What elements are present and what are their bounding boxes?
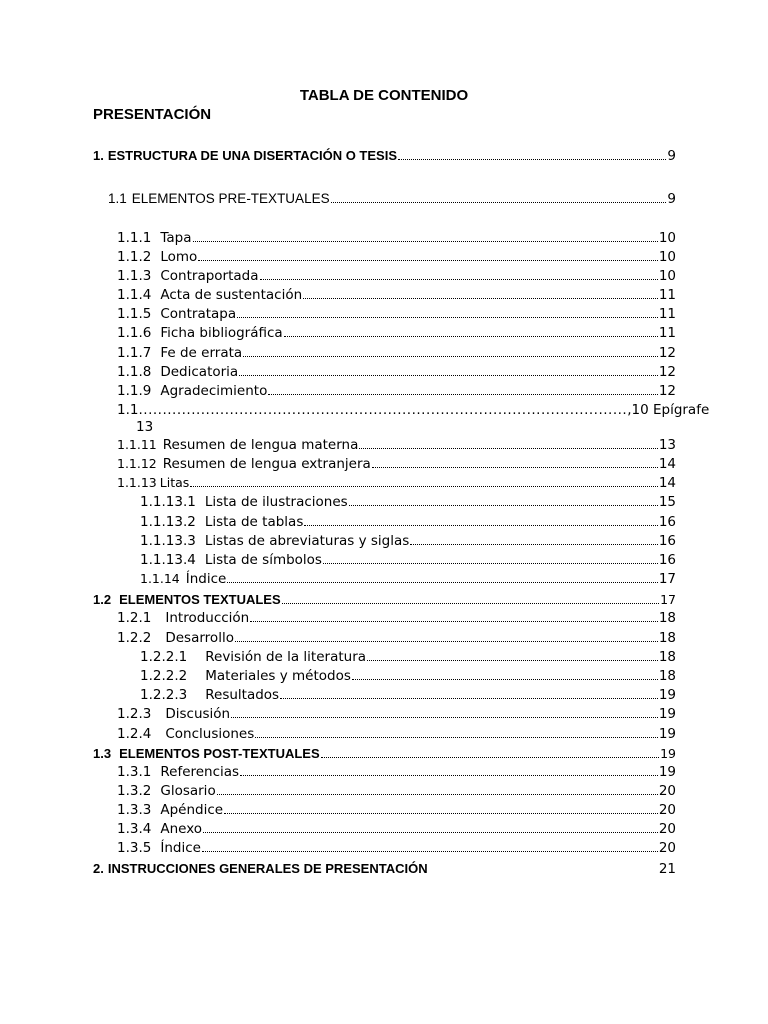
toc-entry-number: 1.1.4 — [117, 287, 152, 303]
toc-entry-page: 18 — [658, 610, 676, 626]
toc-entry-page: 16 — [658, 514, 676, 530]
toc-entry-1-1-8 — [117, 364, 676, 380]
toc-entry-1-2 — [93, 592, 676, 607]
toc-entry-page: 18 — [658, 668, 676, 684]
dot-leader — [243, 355, 658, 357]
dot-leader — [359, 447, 657, 449]
toc-entry-label: Materiales y métodos — [205, 668, 351, 684]
toc-entry-number: 1.2.1 — [117, 610, 152, 626]
toc-entry-label: ELEMENTOS PRE-TEXTUALES — [131, 191, 330, 206]
toc-entry-1-2-2 — [117, 630, 676, 646]
toc-entry-label: Anexo — [160, 821, 203, 837]
toc-entry-page: 11 — [658, 287, 676, 303]
toc-entry-label: Fe de errata — [160, 345, 243, 361]
dot-leader — [240, 774, 658, 776]
toc-entry-label: ELEMENTOS TEXTUALES — [119, 592, 281, 607]
toc-entry-number: 1.1 — [108, 191, 127, 206]
toc-entry-label: Contraportada — [160, 268, 259, 284]
toc-entry-number: 1. — [93, 148, 104, 163]
toc-entry-1-1-13 — [117, 475, 676, 491]
dot-leader — [235, 640, 658, 642]
toc-entry-1-1-4 — [117, 287, 676, 303]
toc-entry-page: 19 — [658, 706, 676, 722]
toc-entry-1-1-1 — [117, 230, 676, 246]
toc-entry-page: 19 — [658, 687, 676, 703]
toc-entry-1-3 — [93, 746, 676, 761]
toc-entry-1-2-2-3 — [140, 687, 676, 703]
toc-entry-number: 1.1.14 — [140, 571, 180, 586]
toc-entry-1-3-3 — [117, 802, 676, 818]
toc-entry-label: Lista de símbolos — [204, 552, 322, 568]
toc-entry-number: 1.1.6 — [117, 325, 152, 341]
toc-entry-number: 1.3 — [93, 746, 112, 761]
dot-leader — [250, 620, 658, 622]
dot-leader — [231, 716, 658, 718]
toc-entry-page: 12 — [658, 345, 676, 361]
toc-entry-page: 20 — [658, 802, 676, 818]
leader-blank — [429, 872, 658, 873]
toc-entry-number: 1.1.2 — [117, 249, 152, 265]
dot-leader — [193, 240, 658, 242]
dot-leader — [352, 678, 658, 680]
toc-entry-1-2-4 — [117, 726, 676, 742]
toc-entry-1-1-14 — [140, 571, 676, 587]
toc-entry-page: 13 — [136, 419, 154, 435]
toc-entry-label: Glosario — [160, 783, 216, 799]
dot-leader — [303, 297, 658, 299]
dot-leader — [372, 466, 658, 468]
toc-entry-label: Litas — [159, 475, 190, 490]
dot-leader — [304, 524, 657, 526]
toc-entry-number: 1.1.11 — [117, 437, 157, 452]
toc-entry-1-3-2 — [117, 783, 676, 799]
toc-entry-number: 1.1.13.1 — [140, 494, 196, 510]
toc-entry-1-1-7 — [117, 345, 676, 361]
dot-leader — [323, 562, 658, 564]
toc-entry-1-1-13-3 — [140, 533, 676, 549]
dot-leader — [227, 581, 657, 583]
toc-entry-1-1-2 — [117, 249, 676, 265]
dot-leader — [398, 158, 666, 160]
toc-entry-label: Lista de tablas — [204, 514, 304, 530]
toc-entry-number: 1.1.1 — [117, 230, 152, 246]
toc-entry-1-1-12 — [117, 456, 676, 472]
toc-entry-page: 10 — [658, 268, 676, 284]
toc-entry-number: 1.2.2.1 — [140, 649, 188, 665]
dot-leader — [239, 374, 658, 376]
toc-entry-label: Resultados — [205, 687, 280, 703]
toc-entry-number: 1.1.9 — [117, 383, 152, 399]
dot-leader — [190, 485, 658, 487]
toc-entry-page: 12 — [658, 364, 676, 380]
toc-entry-label: ESTRUCTURA DE UNA DISERTACIÓN O TESIS — [107, 148, 397, 163]
toc-entry-page: 21 — [658, 861, 676, 877]
toc-entry-number: 1.3.1 — [117, 764, 152, 780]
toc-entry-label: Contratapa — [160, 306, 237, 322]
toc-entry-number: 1.1.7 — [117, 345, 152, 361]
toc-entry-1-1-13-2 — [140, 514, 676, 530]
toc-entry-label: ELEMENTOS POST-TEXTUALES — [119, 746, 320, 761]
toc-entry-number: 1.1.13.3 — [140, 533, 196, 549]
toc-entry-1-2-2-2 — [140, 668, 676, 684]
dot-leader — [198, 259, 657, 261]
toc-entry-1-2-1 — [117, 610, 676, 626]
toc-entry-number: 1.1.13 — [117, 475, 157, 490]
toc-entry-label: Revisión de la literatura — [205, 649, 367, 665]
toc-entry-1-2-3 — [117, 706, 676, 722]
dot-leader — [255, 736, 658, 738]
toc-entry-number: 1.1.5 — [117, 306, 152, 322]
toc-entry-label: Referencias — [160, 764, 240, 780]
toc-entry-page: 14 — [658, 456, 676, 472]
dot-leader — [280, 697, 658, 699]
toc-entry-number: 1.2 — [93, 592, 112, 607]
toc-entry-1-3-5 — [117, 840, 676, 856]
document-title: TABLA DE CONTENIDO — [299, 87, 469, 104]
toc-entry-number: 1.1.13.2 — [140, 514, 196, 530]
toc-entry-label: Desarrollo — [165, 630, 234, 646]
toc-entry-label: INSTRUCCIONES GENERALES DE PRESENTACIÓN — [107, 861, 428, 876]
toc-entry-1-3-4 — [117, 821, 676, 837]
dot-leader — [217, 793, 658, 795]
toc-entry-number: 1.3.5 — [117, 840, 152, 856]
toc-entry-number: 1.2.2 — [117, 630, 152, 646]
toc-entry-page: 20 — [658, 821, 676, 837]
toc-entry-1-1-13-4 — [140, 552, 676, 568]
toc-entry-page: 16 — [658, 552, 676, 568]
dot-leader — [203, 831, 658, 833]
toc-entry-number: 1.1.12 — [117, 456, 157, 471]
toc-entry-label: Listas de abreviaturas y siglas — [204, 533, 410, 549]
toc-entry-label: Lomo — [160, 249, 198, 265]
toc-entry-page: 18 — [658, 649, 676, 665]
toc-entry-page: 9 — [667, 191, 676, 207]
toc-entry-number: 1.2.2.2 — [140, 668, 188, 684]
toc-entry-page: 12 — [658, 383, 676, 399]
dot-leader — [410, 543, 658, 545]
toc-entry-page: 15 — [658, 494, 676, 510]
toc-entry-page: 13 — [658, 437, 676, 453]
section-heading-presentacion: PRESENTACIÓN — [93, 106, 212, 123]
toc-entry-label: Dedicatoria — [160, 364, 239, 380]
dot-leader — [224, 812, 658, 814]
toc-entry-page: 18 — [658, 630, 676, 646]
toc-entry-page: 11 — [658, 306, 676, 322]
toc-entry-label: Tapa — [160, 230, 192, 246]
toc-entry-label: Ficha bibliográfica — [160, 325, 283, 341]
toc-entry-1-1 — [108, 191, 676, 207]
toc-entry-label: Apéndice — [160, 802, 224, 818]
toc-entry-number: 1.2.3 — [117, 706, 152, 722]
toc-entry-label: Discusión — [165, 706, 231, 722]
dot-leader — [260, 278, 658, 280]
toc-entry-page: 10 — [658, 230, 676, 246]
toc-entry-1-1-6 — [117, 325, 676, 341]
toc-entry-number: 1.3.2 — [117, 783, 152, 799]
toc-entry-page: 20 — [658, 783, 676, 799]
toc-entry-label: Introducción — [165, 610, 250, 626]
dot-leader — [282, 602, 659, 604]
toc-entry-page: 9 — [667, 148, 676, 164]
toc-entry-1-3-1 — [117, 764, 676, 780]
toc-entry-label: Resumen de lengua extranjera — [162, 456, 371, 472]
toc-entry-number: 1.1.8 — [117, 364, 152, 380]
toc-entry-page: 20 — [658, 840, 676, 856]
toc-entry-label: Acta de sustentación — [160, 287, 303, 303]
toc-entry-label: Conclusiones — [165, 726, 255, 742]
toc-entry-number: 1.3.4 — [117, 821, 152, 837]
toc-entry-number: 1.2.4 — [117, 726, 152, 742]
toc-entry-number: 1.1.3 — [117, 268, 152, 284]
dot-leader — [237, 316, 658, 318]
toc-entry-1-1-3 — [117, 268, 676, 284]
dot-leader — [331, 201, 667, 203]
toc-entry-page: 17 — [660, 592, 676, 607]
toc-entry-number: 1.2.2.3 — [140, 687, 188, 703]
toc-entry-page: 17 — [658, 571, 676, 587]
toc-entry-1-1-5 — [117, 306, 676, 322]
toc-entry-1-2-2-1 — [140, 649, 676, 665]
toc-entry-1-1-10 — [117, 402, 710, 418]
toc-entry-2 — [93, 861, 676, 877]
dot-leader-text: ...................................................................................................... — [138, 402, 628, 418]
toc-entry-number: 1.1 — [117, 402, 139, 418]
toc-entry-1-1-11 — [117, 437, 676, 453]
toc-entry-number: 1.3.3 — [117, 802, 152, 818]
toc-entry-page: 14 — [658, 475, 676, 491]
toc-entry-label: Resumen de lengua materna — [162, 437, 359, 453]
toc-entry-page: 19 — [658, 726, 676, 742]
dot-leader — [321, 756, 659, 758]
toc-entry-page: 10 — [658, 249, 676, 265]
dot-leader — [349, 504, 658, 506]
toc-entry-page: 16 — [658, 533, 676, 549]
toc-entry-1-1-9 — [117, 383, 676, 399]
toc-entry-1 — [93, 148, 676, 164]
toc-entry-number: 2. — [93, 861, 104, 876]
toc-entry-label: Lista de ilustraciones — [204, 494, 348, 510]
dot-leader — [367, 659, 658, 661]
toc-entry-label: Índice — [185, 571, 227, 587]
dot-leader — [284, 335, 658, 337]
toc-entry-label: Agradecimiento — [160, 383, 268, 399]
toc-entry-number: 1.1.13.4 — [140, 552, 196, 568]
dot-leader — [202, 850, 658, 852]
toc-entry-page: 19 — [660, 746, 676, 761]
toc-entry-label: Índice — [160, 840, 201, 856]
dot-leader — [268, 393, 657, 395]
toc-entry-1-1-13-1 — [140, 494, 676, 510]
toc-entry-label: ,10 Epígrafe — [627, 402, 710, 418]
toc-entry-page: 19 — [658, 764, 676, 780]
toc-entry-page: 11 — [658, 325, 676, 341]
